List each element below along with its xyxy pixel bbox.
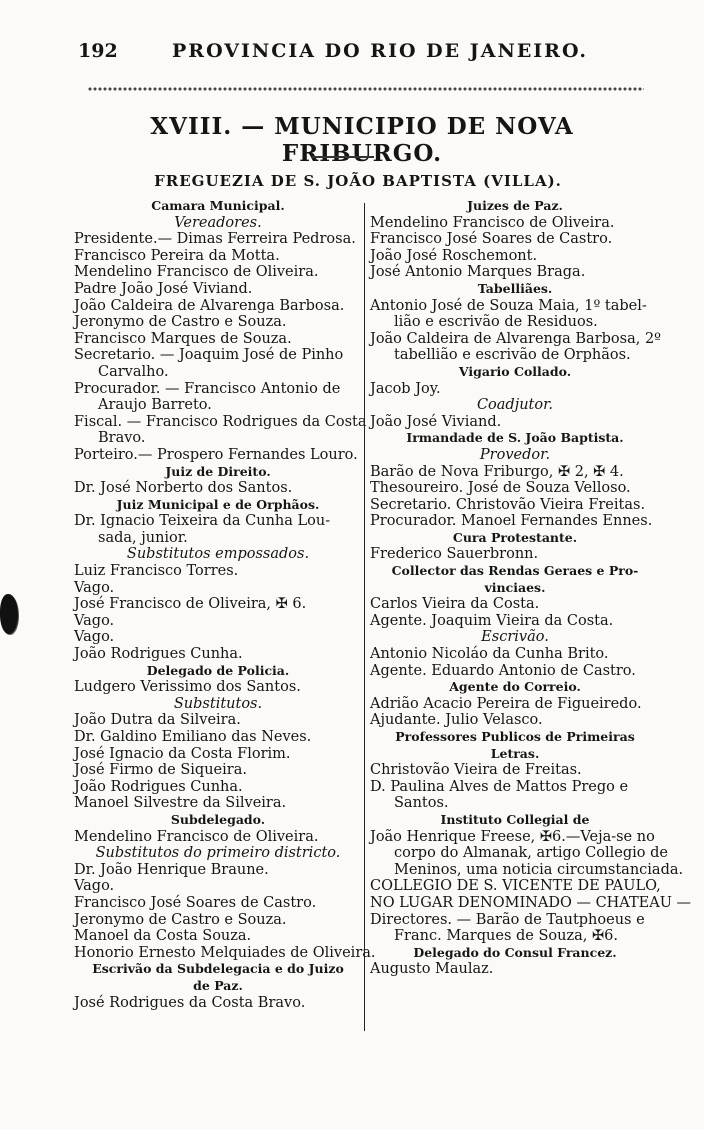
- section-heading: Juizes de Paz.: [467, 198, 563, 213]
- text-line: Carvalho.: [98, 363, 169, 380]
- text-line: João Rodrigues Cunha.: [74, 778, 243, 795]
- section-heading: Instituto Collegial de: [440, 811, 590, 827]
- text-line: Meninos, uma noticia circumstanciada.: [394, 861, 684, 878]
- subheading: Escrivão.: [481, 629, 549, 646]
- section-heading: Tabelliães.: [477, 280, 553, 296]
- ink-blot: [0, 594, 18, 634]
- section-title: XVIII. — MUNICIPIO DE NOVA FRIBURGO.: [150, 113, 574, 167]
- section-heading: Juiz Municipal e de Orphãos.: [116, 496, 320, 512]
- text-line: Antonio José de Souza Maia, 1º tabel-: [370, 297, 647, 314]
- text-line: José Ignacio da Costa Florim.: [74, 745, 291, 762]
- text-line: José Francisco de Oliveira, ✠ 6.: [74, 596, 307, 613]
- section-heading: Subdelegado.: [170, 811, 266, 827]
- section-heading: Professores Publicos de Primeiras: [395, 729, 635, 744]
- text-line: COLLEGIO DE S. VICENTE DE PAULO,: [370, 878, 661, 895]
- decorative-rule: [88, 84, 644, 94]
- section-heading: Irmandade de S. João Baptista.: [406, 430, 624, 446]
- text-line: Presidente.— Dimas Ferreira Pedrosa.: [74, 231, 356, 248]
- text-line: Secretario. — Joaquim José de Pinho: [74, 347, 344, 364]
- text-line: Vago.: [74, 629, 115, 646]
- text-line: Vago.: [74, 612, 115, 629]
- section-heading: Collector das Rendas Geraes e Pro-: [391, 563, 639, 579]
- text-line: Dr. José Norberto dos Santos.: [74, 480, 293, 497]
- text-line: João Caldeira de Alvarenga Barbosa, 2º: [370, 330, 661, 347]
- section-heading: Escrivão da Subdelegacia e do Juizo: [92, 961, 344, 977]
- subheading: Provedor.: [479, 446, 551, 463]
- text-line: Padre João José Viviand.: [74, 280, 253, 297]
- section-heading: Juiz de Direito.: [165, 463, 271, 479]
- text-line: Thesoureiro. José de Souza Velloso.: [370, 480, 631, 497]
- subheading: Coadjutor.: [476, 397, 554, 414]
- text-line: Procurador. Manoel Fernandes Ennes.: [370, 513, 653, 530]
- text-line: tabellião e escrivão de Orphãos.: [394, 347, 631, 364]
- text-line: Santos.: [394, 795, 449, 812]
- text-line: Procurador. — Francisco Antonio de: [74, 380, 341, 397]
- running-head: PROVINCIA DO RIO DE JANEIRO.: [172, 40, 589, 62]
- text-line: João Dutra da Silveira.: [74, 712, 241, 729]
- text-line: Manoel Silvestre da Silveira.: [74, 795, 287, 812]
- text-line: Jeronymo de Castro e Souza.: [74, 911, 287, 928]
- text-line: Augusto Maulaz.: [370, 961, 494, 978]
- section-heading: Agente do Correio.: [449, 679, 581, 695]
- section-heading: de Paz.: [193, 977, 243, 993]
- text-line: José Firmo de Siqueira.: [74, 762, 247, 779]
- right-column: [370, 198, 692, 978]
- section-heading: Letras.: [490, 745, 540, 761]
- text-line: Dr. João Henrique Braune.: [74, 861, 269, 878]
- text-line: Christovão Vieira de Freitas.: [370, 762, 582, 779]
- column-divider: [364, 203, 365, 1031]
- text-line: Ajudante. Julio Velasco.: [370, 712, 543, 729]
- text-line: Carlos Vieira da Costa.: [370, 596, 540, 613]
- parish-title: FREGUEZIA DE S. JOÃO BAPTISTA (VILLA).: [154, 172, 562, 190]
- text-line: Frederico Sauerbronn.: [370, 546, 539, 563]
- short-rule: [312, 156, 374, 158]
- text-line: João Caldeira de Alvarenga Barbosa.: [74, 297, 345, 314]
- text-line: Agente. Eduardo Antonio de Castro.: [370, 662, 636, 679]
- subheading: Substitutos do primeiro districto.: [95, 845, 341, 862]
- text-line: João José Roschemont.: [370, 247, 538, 264]
- text-line: José Rodrigues da Costa Bravo.: [74, 994, 306, 1011]
- text-line: Adrião Acacio Pereira de Figueiredo.: [370, 695, 642, 712]
- text-line: Honorio Ernesto Melquiades de Oliveira.: [74, 944, 376, 961]
- text-line: Francisco Marques de Souza.: [74, 330, 292, 347]
- text-line: Araujo Barreto.: [98, 397, 212, 414]
- page-number: 192: [78, 40, 118, 62]
- text-line: José Antonio Marques Braga.: [370, 264, 586, 281]
- text-line: Mendelino Francisco de Oliveira.: [370, 214, 615, 231]
- subheading: Substitutos empossados.: [126, 546, 310, 563]
- text-line: Antonio Nicoláo da Cunha Brito.: [370, 646, 609, 663]
- text-line: Ludgero Verissimo dos Santos.: [74, 679, 301, 696]
- text-line: corpo do Almanak, artigo Collegio de: [394, 845, 668, 862]
- text-line: Mendelino Francisco de Oliveira.: [74, 264, 319, 281]
- text-line: Dr. Galdino Emiliano das Neves.: [74, 729, 312, 745]
- text-line: Manoel da Costa Souza.: [74, 928, 252, 945]
- text-line: Luiz Francisco Torres.: [74, 563, 239, 580]
- subheading: Substitutos.: [173, 695, 263, 712]
- text-line: Vago.: [74, 878, 115, 895]
- text-line: Francisco José Soares de Castro.: [74, 894, 317, 911]
- text-line: Franc. Marques de Souza, ✠6.: [394, 928, 618, 945]
- text-line: Jeronymo de Castro e Souza.: [74, 314, 287, 331]
- text-line: Secretario. Christovão Vieira Freitas.: [370, 496, 646, 513]
- section-heading: Camara Municipal.: [151, 198, 285, 213]
- section-heading: Delegado de Policia.: [146, 662, 290, 678]
- section-heading: Delegado do Consul Francez.: [413, 944, 617, 960]
- text-line: João José Viviand.: [370, 413, 502, 430]
- text-line: D. Paulina Alves de Mattos Prego e: [370, 778, 629, 795]
- text-line: Dr. Ignacio Teixeira da Cunha Lou-: [74, 513, 331, 530]
- text-line: Mendelino Francisco de Oliveira.: [74, 828, 319, 845]
- text-line: João Rodrigues Cunha.: [74, 646, 243, 663]
- section-heading: vinciaes.: [484, 579, 546, 595]
- subheading: Vereadores.: [174, 214, 262, 231]
- text-line: Fiscal. — Francisco Rodrigues da Costa: [74, 413, 367, 430]
- left-column: [74, 198, 376, 1011]
- section-heading: Vigario Collado.: [458, 363, 572, 379]
- text-line: Porteiro.— Prospero Fernandes Louro.: [74, 446, 358, 463]
- text-line: Vago.: [74, 579, 115, 596]
- text-line: sada, junior.: [98, 529, 188, 546]
- text-line: Francisco José Soares de Castro.: [370, 231, 613, 248]
- text-line: Bravo.: [98, 430, 146, 447]
- text-line: Jacob Joy.: [370, 380, 441, 397]
- text-line: Directores. — Barão de Tautphoeus e: [370, 911, 645, 928]
- section-heading: Cura Protestante.: [452, 529, 578, 545]
- text-line: Barão de Nova Friburgo, ✠ 2, ✠ 4.: [370, 463, 624, 480]
- text-line: Agente. Joaquim Vieira da Costa.: [370, 612, 614, 629]
- text-line: Francisco Pereira da Motta.: [74, 247, 280, 264]
- text-line: lião e escrivão de Residuos.: [394, 314, 598, 331]
- text-line: NO LUGAR DENOMINADO — CHATEAU —: [370, 894, 692, 911]
- text-line: João Henrique Freese, ✠6.—Veja-se no: [370, 828, 655, 845]
